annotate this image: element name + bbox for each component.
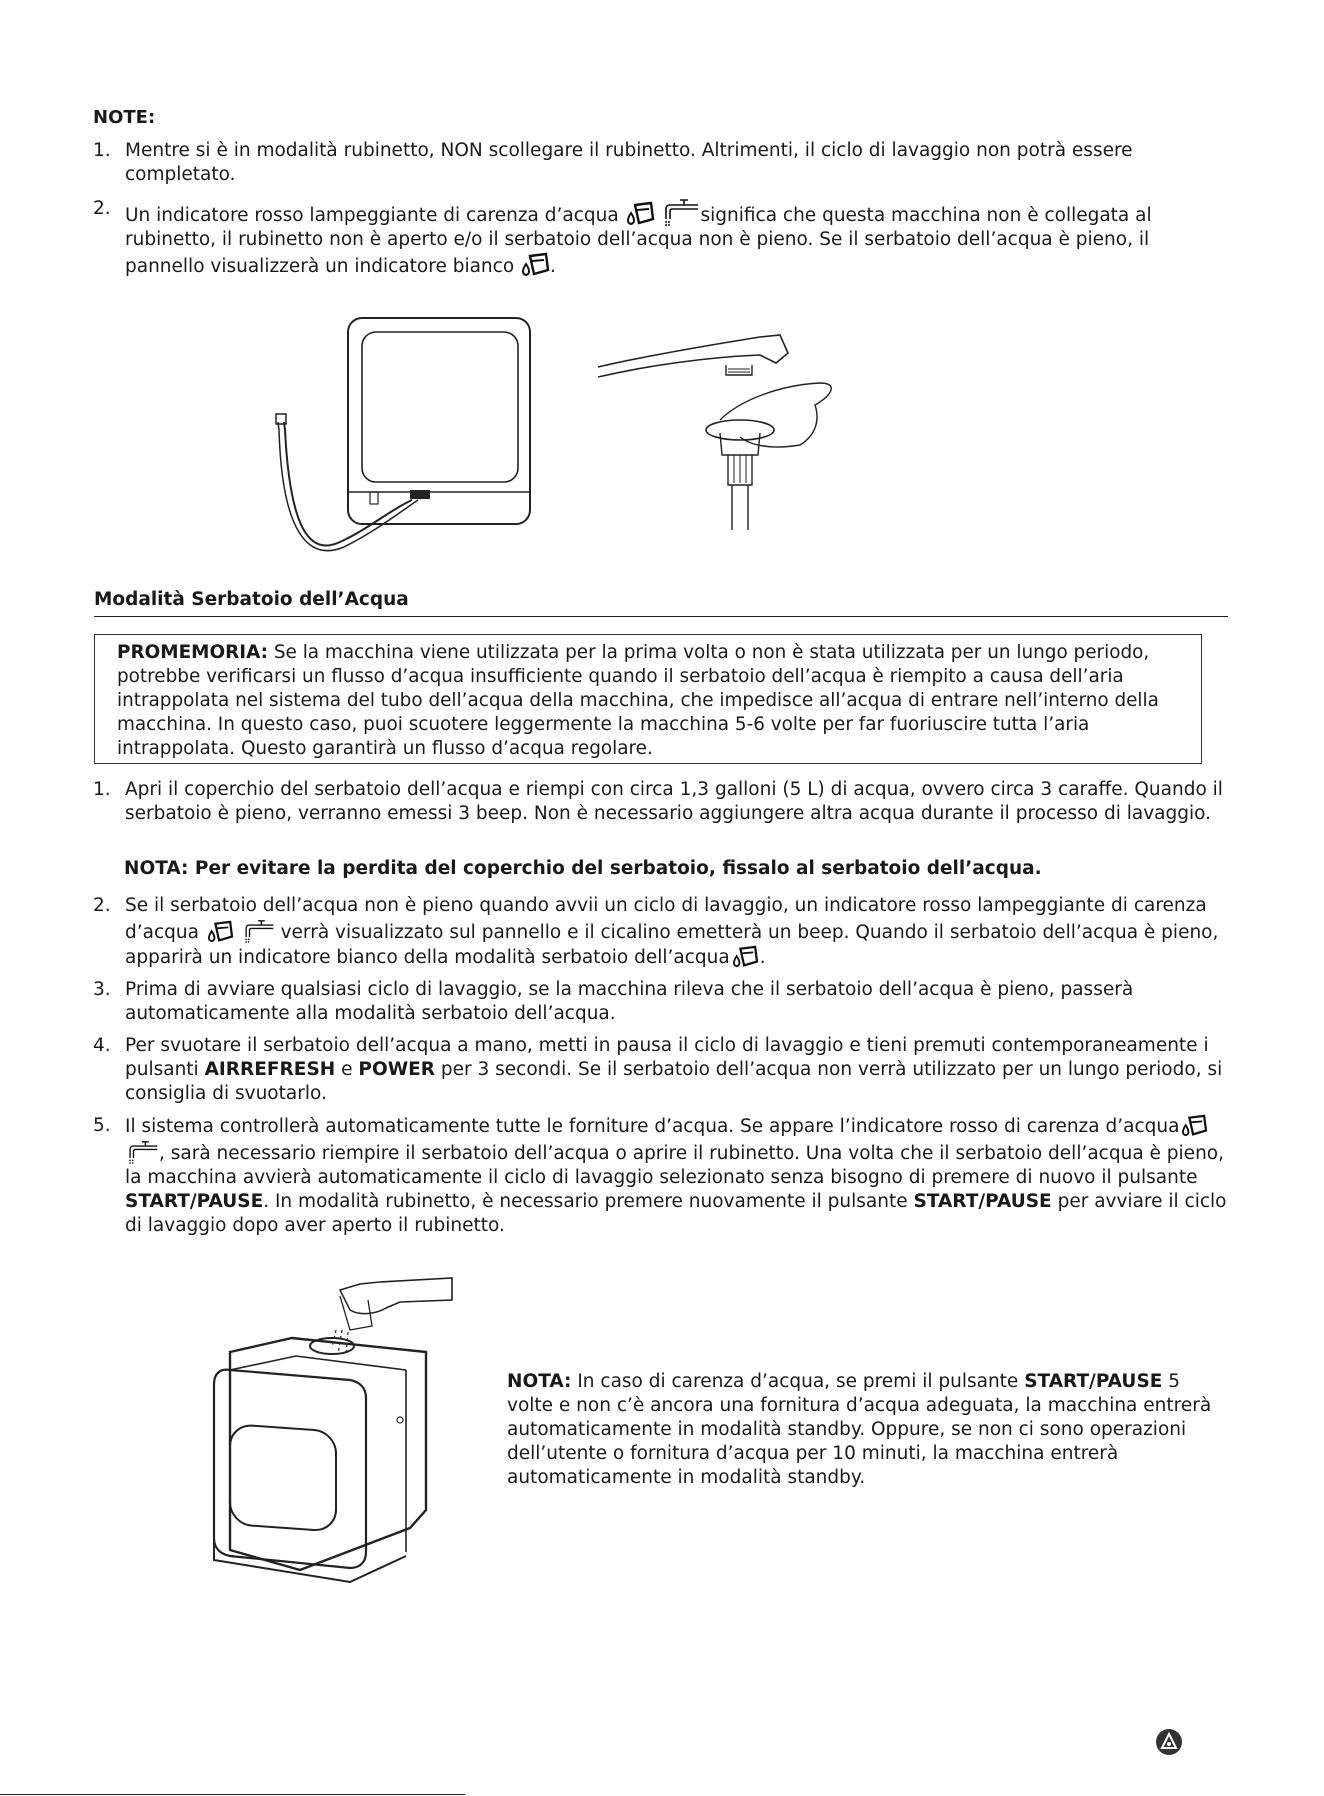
note-text: Mentre si è in modalità rubinetto, NON scollegare il rubinetto. Altrimenti, il ciclo di lavaggio non potrà essere completato. [125,140,1133,185]
step-text-end: per avviare il ciclo di lavaggio dopo aver aperto il rubinetto. [125,1191,1227,1236]
brand-logo-icon [1155,1728,1183,1756]
start-pause-button-label: START/PAUSE [125,1191,264,1212]
nota-inline: NOTA: Per evitare la perdita del coperchio del serbatoio, fissalo al serbatoio dell’acqua. [124,858,1042,879]
steps-list-b [93,894,1233,1248]
step-text-continued: , sarà necessario riempire il serbatoio dell’acqua o aprire il rubinetto. Una volta che il serbatoio dell’acqua è pieno, la macchina avvierà automaticamente il ciclo di lavaggio selezionato senza bisogno di premere di nuovo il pulsante [125,1143,1224,1188]
list-item [93,197,1233,279]
note-text-end: . [550,256,556,277]
water-tank-icon [625,201,655,227]
step-text: Se il serbatoio dell’acqua non è pieno quando avvii un ciclo di lavaggio, un indicatore rosso lampeggiante di carenza d’acqua [125,895,1207,943]
water-tank-icon [205,920,235,944]
start-pause-button-label: START/PAUSE [1024,1371,1163,1392]
section-title: Modalità Serbatoio dell’Acqua [94,589,409,610]
list-number: 5. [93,1115,111,1136]
water-tank-icon [1179,1114,1209,1138]
step-text-continued: per 3 secondi. Se il serbatoio dell’acqua non verrà utilizzato per un lungo periodo, si consiglia di svuotarlo. [125,1059,1223,1104]
reminder-label: PROMEMORIA: [117,642,269,663]
step-text-continued: verrà visualizzato sul pannello e il cicalino emetterà un beep. Quando il serbatoio dell’acqua è pieno, apparirà un indicatore bianco della modalità serbatoio dell’acqua [125,922,1219,968]
list-number: 3. [93,979,111,1000]
reminder-body: Se la macchina viene utilizzata per la prima volta o non è stata utilizzata per un lungo periodo, potrebbe verificarsi un flusso d’acqua insufficiente quando il serbatoio dell’acqua è riempito a causa dell’aria intrappolata nel sistema del tubo dell’acqua della macchina, che impedisce all’acqua di entrare nell’interno della macchina. In questo caso, puoi scuotere leggermente la macchina 5-6 volte per far fuoriuscire tutta l’aria intrappolata. Questo garantirà un flusso d’acqua regolare. [117,642,1159,759]
standby-note [507,1370,1227,1490]
faucet-icon [241,918,275,944]
notes-title: NOTE: [93,107,156,128]
conjunction: e [335,1059,359,1080]
water-tank-icon [520,252,550,278]
step-text: Prima di avviare qualsiasi ciclo di lavaggio, se la macchina rileva che il serbatoio dell’acqua è pieno, passerà automaticamente alla modalità serbatoio dell’acqua. [125,979,1134,1024]
note-text: In caso di carenza d’acqua, se premi il pulsante [571,1371,1025,1392]
list-number: 1. [93,140,111,161]
water-tank-icon [730,945,760,969]
list-item [93,978,1233,1026]
note-text-continued: significa che questa macchina non è collegata al rubinetto, il rubinetto non è aperto e/o il serbatoio dell’acqua non è pieno. Se il serbatoio dell’acqua è pieno, il pannello visualizzerà un indicatore bianco [125,205,1152,277]
faucet-icon [660,197,700,227]
page-footer-rule [0,1794,465,1795]
airrefresh-button-label: AIRREFRESH [204,1059,336,1080]
list-item [93,139,1233,187]
list-item [93,1034,1233,1106]
reminder-text [117,641,1179,761]
list-number: 4. [93,1035,111,1056]
list-number: 1. [93,779,111,800]
start-pause-button-label: START/PAUSE [913,1191,1052,1212]
top-notes-list [93,139,1233,289]
list-number: 2. [93,198,111,219]
list-item [93,1114,1233,1238]
dishwasher-hose-illustration [270,310,540,570]
step-text-continued-2: . In modalità rubinetto, è necessario premere nuovamente il pulsante [263,1191,914,1212]
steps-list-a [93,778,1233,836]
list-item [93,778,1233,826]
list-number: 2. [93,895,111,916]
section-divider [94,616,1228,617]
step-text: Apri il coperchio del serbatoio dell’acqua e riempi con circa 1,3 galloni (5 L) di acqua, ovvero circa 3 caraffe. Quando il serbatoio è pieno, verranno emessi 3 beep. Non è necessario aggiungere altra acqua durante il processo di lavaggio. [125,779,1223,824]
faucet-adapter-illustration [590,325,920,535]
dishwasher-filling-illustration [200,1270,460,1600]
step-text: Per svuotare il serbatoio dell’acqua a mano, metti in pausa il ciclo di lavaggio e tieni premuti contemporaneamente i pulsanti [125,1035,1209,1080]
list-item [93,894,1233,970]
step-text: Il sistema controllerà automaticamente tutte le forniture d’acqua. Se appare l’indicatore rosso di carenza d’acqua [125,1116,1180,1137]
note-text-continued: 5 volte e non c’è ancora una fornitura d’acqua adeguata, la macchina entrerà automaticamente in modalità standby. Oppure, se non ci sono operazioni dell’utente o fornitura d’acqua per 10 minuti, la macchina entrerà automaticamente in modalità standby. [507,1371,1212,1488]
note-text: Un indicatore rosso lampeggiante di carenza d’acqua [125,205,625,226]
note-label: NOTA: [507,1371,572,1392]
step-text-end: . [759,947,766,968]
faucet-icon [125,1139,159,1165]
reminder-box [94,634,1202,764]
power-button-label: POWER [358,1059,435,1080]
